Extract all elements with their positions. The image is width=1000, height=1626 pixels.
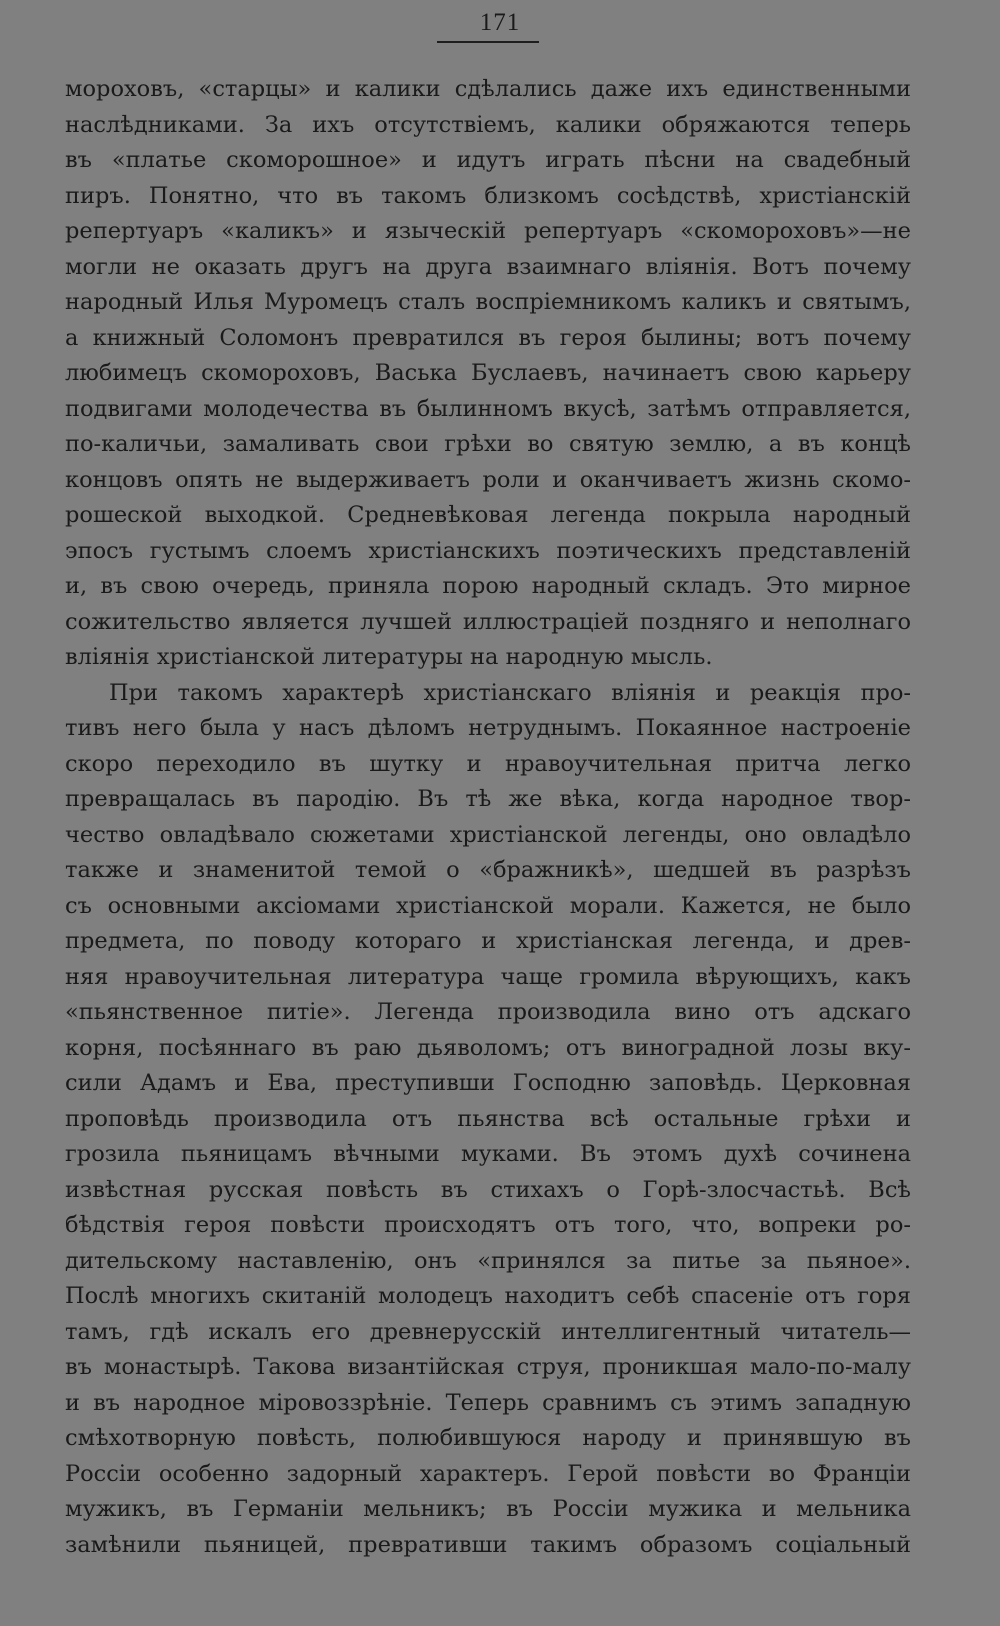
paragraph-start-line: При такомъ характерѣ христіанскаго вліянія и реакція про- — [109, 679, 911, 706]
text-line: дительскому наставленію, онъ «принялся за питье за пьяное». — [65, 1247, 911, 1274]
text-line: концовъ опять не выдерживаетъ роли и оканчиваетъ жизнь скомо- — [65, 466, 911, 493]
text-line: Россіи особенно задорный характеръ. Герой повѣсти во Франціи — [65, 1460, 911, 1487]
text-line: сили Адамъ и Ева, преступивши Господню заповѣдь. Церковная — [65, 1070, 911, 1096]
text-line: и въ народное міровоззрѣніе. Теперь сравнимъ съ этимъ западную — [65, 1389, 911, 1416]
text-line: любимецъ скомороховъ, Васька Буслаевъ, начинаетъ свою карьеру — [65, 360, 911, 386]
text-line: сожительство является лучшей иллюстраціей поздняго и неполнаго — [65, 608, 911, 635]
text-line: пиръ. Понятно, что въ такомъ близкомъ сосѣдствѣ, христіанскій — [65, 182, 911, 209]
text-line: рошеской выходкой. Средневѣковая легенда покрыла народный — [65, 502, 911, 528]
text-line: проповѣдь производила отъ пьянства всѣ остальные грѣхи и — [65, 1105, 911, 1132]
text-line: могли не оказать другъ на друга взаимнаго вліянія. Вотъ почему — [65, 253, 911, 280]
text-line: «пьянственное питіе». Легенда производила вино отъ адскаго — [65, 999, 911, 1025]
text-line: мороховъ, «старцы» и калики сдѣлались даже ихъ единственными — [65, 76, 911, 102]
text-line: по-каличьи, замаливать свои грѣхи во святую землю, а въ концѣ — [65, 431, 911, 457]
paragraph-end-line: вліянія христіанской литературы на народную мысль. — [65, 644, 713, 670]
text-line: замѣнили пьяницей, превративши такимъ образомъ соціальный — [65, 1531, 911, 1558]
text-line: грозила пьяницамъ вѣчными муками. Въ этомъ духѣ сочинена — [65, 1141, 911, 1167]
text-line: тамъ, гдѣ искалъ его древнерусскій интеллигентный читатель— — [65, 1318, 911, 1345]
text-line: бѣдствія героя повѣсти происходятъ отъ того, что, вопреки ро- — [65, 1212, 911, 1238]
text-line: предмета, по поводу котораго и христіанская легенда, и древ- — [65, 928, 911, 954]
text-line: смѣхотворную повѣсть, полюбившуюся народу и принявшую въ — [65, 1425, 911, 1451]
text-line: подвигами молодечества въ былинномъ вкусѣ, затѣмъ отправляется, — [65, 395, 911, 422]
text-line: въ монастырѣ. Такова византійская струя, проникшая мало-по-малу — [65, 1354, 911, 1380]
text-line: въ «платье скоморошное» и идутъ играть пѣсни на свадебный — [65, 147, 911, 173]
body-text — [65, 72, 911, 1563]
text-line: извѣстная русская повѣсть въ стихахъ о Горѣ-злосчастьѣ. Всѣ — [65, 1176, 911, 1203]
text-line: чество овладѣвало сюжетами христіанской легенды, оно овладѣло — [65, 821, 911, 848]
text-line: репертуаръ «каликъ» и языческій репертуаръ «скомороховъ»—не — [65, 218, 911, 244]
text-line: превращалась въ пародію. Въ тѣ же вѣка, когда народное твор- — [65, 786, 911, 812]
text-line: наслѣдниками. За ихъ отсутствіемъ, калики обряжаются теперь — [65, 111, 911, 138]
text-line: тивъ него была у насъ дѣломъ нетруднымъ. Покаянное настроеніе — [65, 715, 911, 741]
text-line: скоро переходило въ шутку и нравоучительная притча легко — [65, 750, 911, 777]
text-line: эпосъ густымъ слоемъ христіанскихъ поэтическихъ представленій — [65, 537, 911, 564]
text-line: также и знаменитой темой о «бражникѣ», шедшей въ разрѣзъ — [65, 857, 911, 883]
text-line: а книжный Соломонъ превратился въ героя былины; вотъ почему — [65, 324, 911, 351]
text-line: мужикъ, въ Германіи мельникъ; въ Россіи мужика и мельника — [65, 1496, 911, 1522]
text-line: няя нравоучительная литература чаще громила вѣрующихъ, какъ — [65, 963, 911, 990]
text-line: съ основными аксіомами христіанской морали. Кажется, не было — [65, 892, 911, 919]
text-line: Послѣ многихъ скитаній молодецъ находитъ себѣ спасеніе отъ горя — [65, 1283, 911, 1309]
text-line: народный Илья Муромецъ сталъ воспріемникомъ каликъ и святымъ, — [65, 289, 911, 315]
page-header — [0, 8, 1000, 38]
header-rule — [437, 41, 539, 43]
text-line: и, въ свою очередь, приняла порою народный складъ. Это мирное — [65, 573, 911, 599]
page-number: 171 — [479, 9, 521, 36]
text-line: корня, посѣяннаго въ раю дьяволомъ; отъ виноградной лозы вку- — [65, 1034, 911, 1061]
